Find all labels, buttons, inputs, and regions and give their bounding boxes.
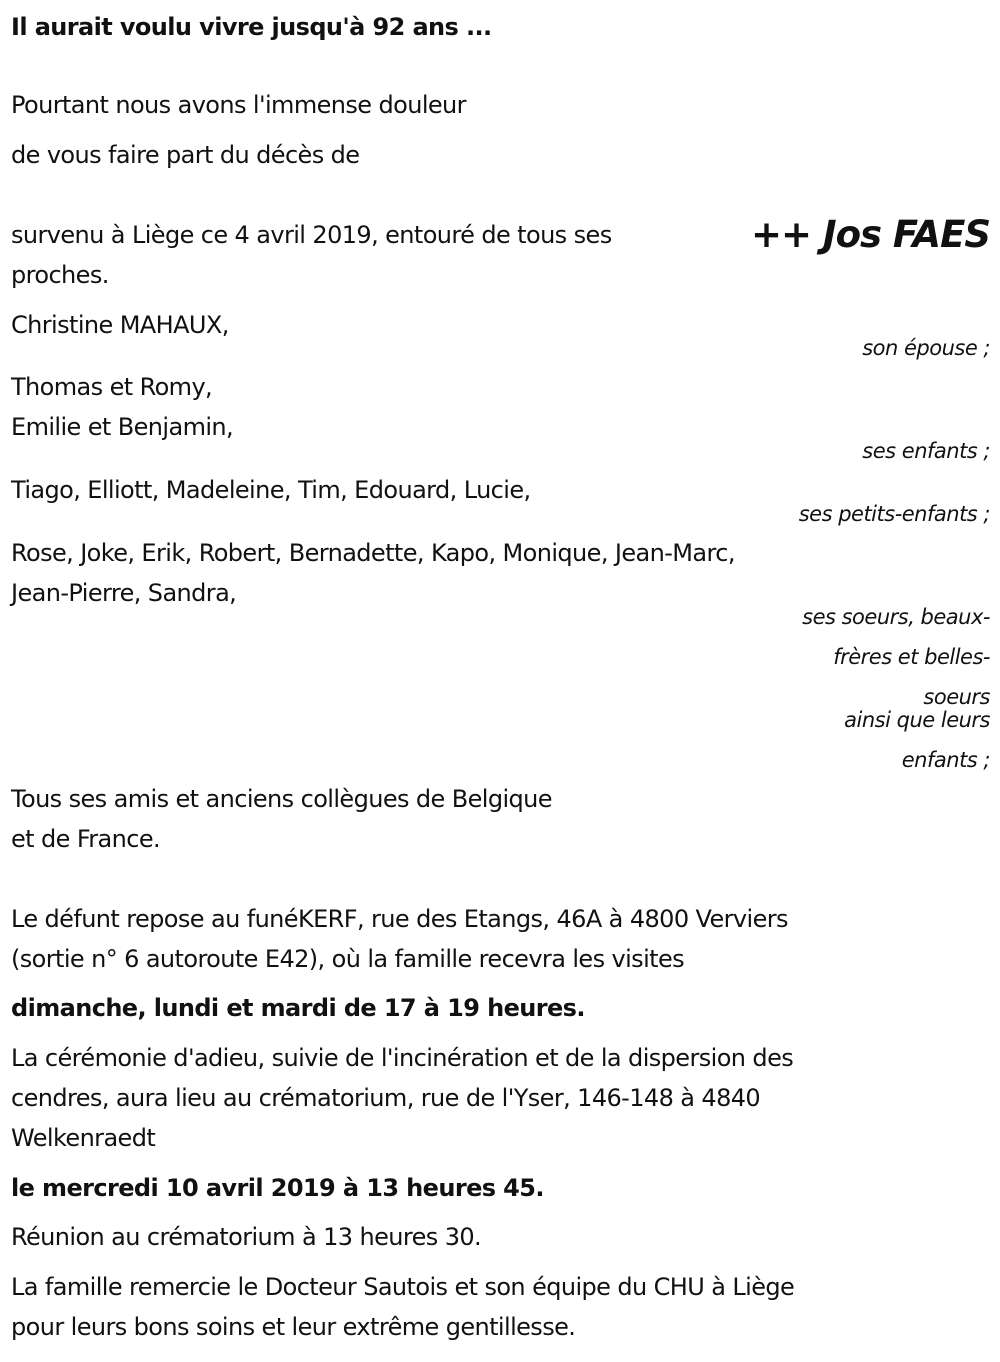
family-relation: soeurs — [923, 685, 990, 709]
ceremony-meeting: Réunion au crématorium à 13 heures 30. — [11, 1223, 482, 1251]
friends-text: Tous ses amis et anciens collègues de Belgique — [11, 785, 552, 813]
family-relation: frères et belles- — [833, 645, 990, 669]
announce-text: Pourtant nous avons l'immense douleur — [11, 91, 466, 119]
family-relation: enfants ; — [901, 748, 990, 772]
family-names: Tiago, Elliott, Madeleine, Tim, Edouard, Lucie, — [11, 476, 531, 504]
family-relation: ainsi que leurs — [844, 708, 990, 732]
ceremony-text: cendres, aura lieu au crématorium, rue de l'Yser, 146-148 à 4840 — [11, 1084, 761, 1112]
family-relation: ses enfants ; — [862, 439, 990, 463]
family-names: Thomas et Romy, — [11, 373, 213, 401]
ceremony-text: Welkenraedt — [11, 1124, 156, 1152]
death-text: proches. — [11, 261, 109, 289]
family-names: Rose, Joke, Erik, Robert, Bernadette, Kapo, Monique, Jean-Marc, — [11, 539, 735, 567]
intro-heading: Il aurait voulu vivre jusqu'à 92 ans ... — [11, 13, 492, 41]
visitation-text: (sortie n° 6 autoroute E42), où la famille recevra les visites — [11, 945, 685, 973]
death-text: survenu à Liège ce 4 avril 2019, entouré de tous ses — [11, 221, 612, 249]
family-names: Emilie et Benjamin, — [11, 413, 234, 441]
visitation-schedule: dimanche, lundi et mardi de 17 à 19 heures. — [11, 994, 585, 1022]
thanks-text: pour leurs bons soins et leur extrême gentillesse. — [11, 1313, 576, 1341]
ceremony-text: La cérémonie d'adieu, suivie de l'incinération et de la dispersion des — [11, 1044, 794, 1072]
family-names: Christine MAHAUX, — [11, 311, 229, 339]
family-relation: ses soeurs, beaux- — [802, 605, 990, 629]
thanks-text: La famille remercie le Docteur Sautois et son équipe du CHU à Liège — [11, 1273, 795, 1301]
family-relation: son épouse ; — [862, 336, 990, 360]
friends-text: et de France. — [11, 825, 161, 853]
deceased-name: ++ Jos FAES — [750, 213, 990, 256]
family-names: Jean-Pierre, Sandra, — [11, 579, 237, 607]
announce-text: de vous faire part du décès de — [11, 141, 360, 169]
visitation-text: Le défunt repose au funéKERF, rue des Etangs, 46A à 4800 Verviers — [11, 905, 788, 933]
family-relation: ses petits-enfants ; — [798, 502, 990, 526]
ceremony-date: le mercredi 10 avril 2019 à 13 heures 45. — [11, 1174, 544, 1202]
